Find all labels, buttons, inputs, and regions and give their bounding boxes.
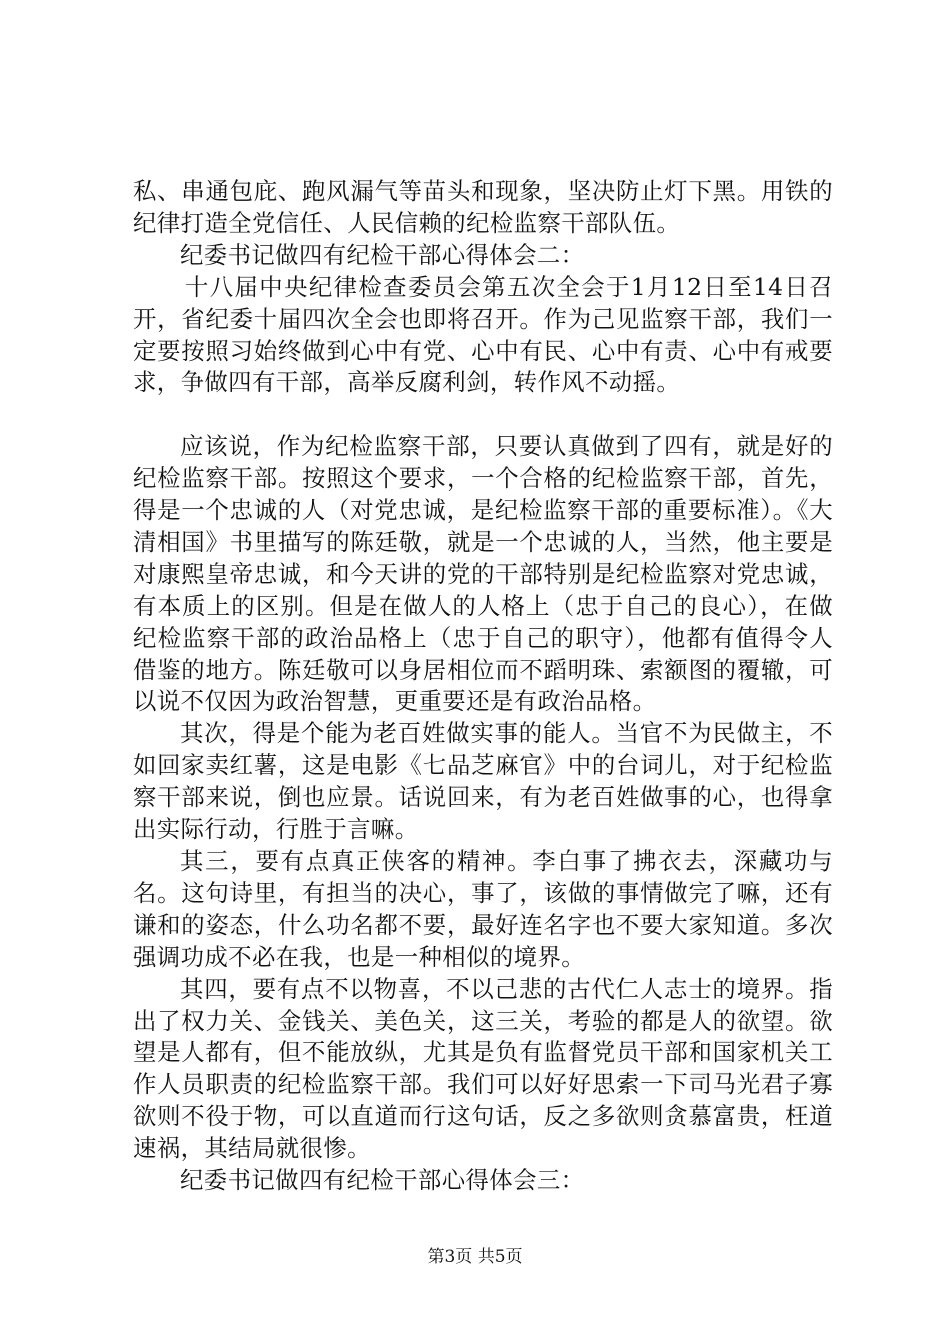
paragraph-spacer	[133, 399, 833, 431]
paragraph-loyalty: 应该说，作为纪检监察干部，只要认真做到了四有，就是好的纪检监察干部。按照这个要求，一个合格的纪检监察干部，首先，得是一个忠诚的人（对党忠诚，是纪检监察干部的重要标准）。《大清相国》书里描写的陈廷敬，就是一个忠诚的人，当然，他主要是对康熙皇帝忠诚，和今天讲的党的干部特别是纪检监察对党忠诚，有本质上的区别。但是在做人的人格上（忠于自己的良心），在做纪检监察干部的政治品格上（忠于自己的职守），他都有值得令人借鉴的地方。陈廷敬可以身居相位而不蹈明珠、索额图的覆辙，可以说不仅因为政治智慧，更重要还是有政治品格。	[133, 432, 833, 716]
paragraph-self-restraint: 其四，要有点不以物喜，不以己悲的古代仁人志士的境界。指出了权力关、金钱关、美色关，这三关，考验的都是人的欲望。欲望是人都有，但不能放纵，尤其是负有监督党员干部和国家机关工作人员职责的纪检监察干部。我们可以好好思索一下司马光君子寡欲则不役于物，可以直道而行这句话，反之多欲则贪慕富贵，枉道速祸，其结局就很惨。	[133, 974, 833, 1163]
paragraph-plenary-session: 十八届中央纪律检查委员会第五次全会于1月12日至14日召开，省纪委十届四次全会也即将召开。作为己见监察干部，我们一定要按照习始终做到心中有党、心中有民、心中有责、心中有戒要求，争做四有干部，高举反腐利剑，转作风不动摇。	[133, 272, 833, 397]
page-number-footer: 第3页 共5页	[427, 1247, 523, 1267]
section-heading-three: 纪委书记做四有纪检干部心得体会三：	[180, 1166, 585, 1195]
document-body	[133, 176, 833, 1197]
paragraph-knight-spirit: 其三，要有点真正侠客的精神。李白事了拂衣去，深藏功与名。这句诗里，有担当的决心，事了，该做的事情做完了嘛，还有谦和的姿态，什么功名都不要，最好连名字也不要大家知道。多次强调功成不必在我，也是一种相似的境界。	[133, 847, 833, 971]
section-heading-two: 纪委书记做四有纪检干部心得体会二：	[180, 240, 585, 269]
paragraph-continuation: 私、串通包庇、跑风漏气等苗头和现象，坚决防止灯下黑。用铁的纪律打造全党信任、人民信赖的纪检监察干部队伍。	[133, 177, 833, 237]
paragraph-practical-work: 其次，得是个能为老百姓做实事的能人。当官不为民做主，不如回家卖红薯，这是电影《七品芝麻官》中的台词儿，对于纪检监察干部来说，倒也应景。话说回来，有为老百姓做事的心，也得拿出实际行动，行胜于言嘛。	[133, 719, 833, 844]
